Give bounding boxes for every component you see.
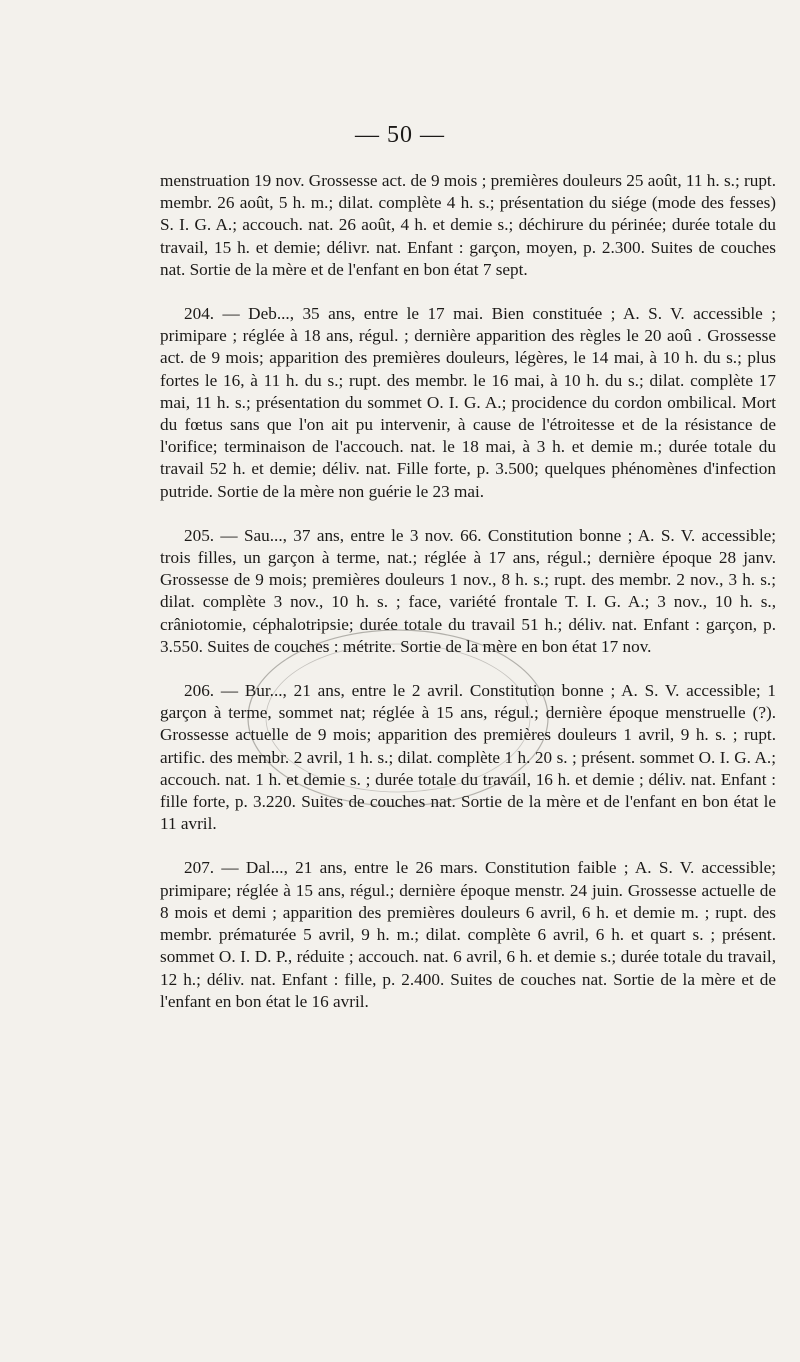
page-number: — 50 — (355, 122, 445, 148)
paragraph-case-207: 207. — Dal..., 21 ans, entre le 26 mars. Constitution faible ; A. S. V. accessible; primipare; réglée à 15 ans, régul.; dernière époque menstr. 24 juin. Grossesse actuelle de 8 mois et demi ; apparition des premières douleurs 6 avril, 6 h. et demie m. ; rupt. des membr. prématurée 5 avril, 9 h. m.; dilat. complète 6 avril, 6 h. et quart s. ; présent. sommet O. I. D. P., réduite ; accouch. nat. 6 avril, 6 h. et demie s.; durée totale du travail, 12 h.; déliv. nat. Enfant : fille, p. 2.400. Suites de couches nat. Sortie de la mère et de l'enfant en bon état le 16 avril. (160, 858, 776, 1011)
paragraph-case-204: 204. — Deb..., 35 ans, entre le 17 mai. Bien constituée ; A. S. V. accessible ; primipare ; réglée à 18 ans, régul. ; dernière apparition des règles le 20 aoû . Grossesse act. de 9 mois; apparition des premières douleurs, légères, le 14 mai, à 10 h. du s.; plus fortes le 16, à 11 h. du s.; rupt. des membr. le 16 mai, à 10 h. du s.; dilat. complète 17 mai, 11 h. s.; présentation du sommet O. I. G. A.; procidence du cordon ombilical. Mort du fœtus sans que l'on ait pu intervenir, à cause de l'étroitesse et de la résistance de l'orifice; terminaison de l'accouch. nat. le 18 mai, à 3 h. et demie m.; durée totale du travail 52 h. et demie; déliv. nat. Fille forte, p. 3.500; quelques phénomènes d'infection putride. Sortie de la mère non guérie le 23 mai. (160, 304, 776, 501)
paragraph-case-205: 205. — Sau..., 37 ans, entre le 3 nov. 66. Constitution bonne ; A. S. V. accessible; trois filles, un garçon à terme, nat.; réglée à 17 ans, régul.; dernière époque 28 janv. Grossesse de 9 mois; premières douleurs 1 nov., 8 h. s.; rupt. des membr. 2 nov., 3 h. s.; dilat. complète 3 nov., 10 h. s. ; face, variété frontale T. I. G. A.; 3 nov., 10 h. s., crâniotomie, céphalotripsie; durée totale du travail 51 h.; déliv. nat. Enfant : garçon, p. 3.550. Suites de couches : métrite. Sortie de la mère en bon état 17 nov. (160, 525, 776, 656)
paragraph-case-206: 206. — Bur..., 21 ans, entre le 2 avril. Constitution bonne ; A. S. V. accessible; 1 garçon à terme, sommet nat; réglée à 15 ans, régul.; dernière époque menstruelle (?). Grossesse actuelle de 9 mois; apparition des premières douleurs 1 avril, 9 h. s. ; rupt. artific. des membr. 2 avril, 1 h. s.; dilat. complète 1 h. 20 s. ; présent. sommet O. I. G. A.; accouch. nat. 1 h. et demie s. ; durée totale du travail, 16 h. et demie ; déliv. nat. Enfant : fille forte, p. 3.220. Suites de couches nat. Sortie de la mère et de l'enfant en bon état le 11 avril. (160, 681, 776, 834)
paragraph-continuation: menstruation 19 nov. Grossesse act. de 9 mois ; premières douleurs 25 août, 11 h. s.; rupt. membr. 26 août, 5 h. m.; dilat. complète 4 h. s.; présentation du siége (mode des fesses) S. I. G. A.; accouch. nat. 26 août, 4 h. et demie s.; déchirure du périnée; durée totale du travail, 15 h. et demie; délivr. nat. Enfant : garçon, moyen, p. 2.300. Suites de couches nat. Sortie de la mère et de l'enfant en bon état 7 sept. (160, 171, 776, 279)
body-text (160, 170, 776, 1035)
